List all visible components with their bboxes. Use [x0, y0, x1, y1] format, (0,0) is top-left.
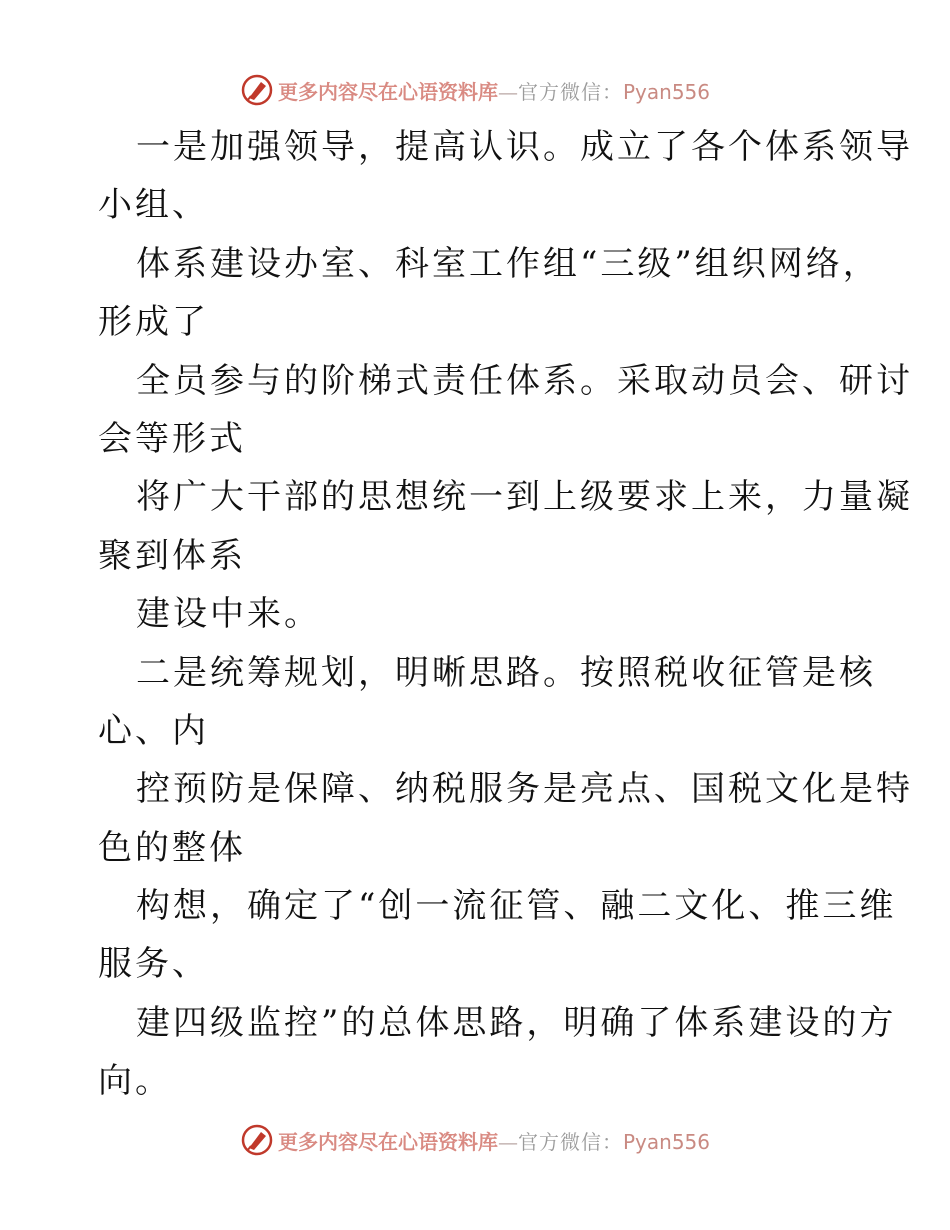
document-body [98, 118, 913, 1111]
body-line: 小组、 [98, 185, 209, 226]
header-separator: — [497, 79, 518, 104]
body-line: 体系建设办室、科室工作组“三级”组织网络， [136, 243, 880, 284]
header-text [278, 76, 710, 105]
footer-brand: 更多内容尽在心语资料库 [277, 1129, 498, 1154]
pen-nib-logo-icon [240, 1123, 274, 1157]
body-line: 心、内 [98, 710, 209, 751]
header-banner [0, 70, 950, 110]
header-brand: 更多内容尽在心语资料库 [277, 79, 498, 104]
footer-separator: — [497, 1129, 518, 1154]
header-label: 官方微信： [517, 79, 623, 104]
body-line: 建四级监控”的总体思路，明确了体系建设的方 [136, 1002, 897, 1043]
body-line: 会等形式 [98, 418, 246, 459]
pen-nib-logo-icon [240, 73, 274, 107]
body-line: 构想，确定了“创一流征管、融二文化、推三维 [136, 886, 897, 927]
footer-wechat-id: Pyan556 [622, 1129, 710, 1154]
body-line: 聚到体系 [98, 535, 246, 576]
footer-banner [0, 1120, 950, 1160]
body-line: 向。 [98, 1061, 172, 1102]
body-line: 全员参与的阶梯式责任体系。采取动员会、研讨 [136, 360, 913, 401]
header-wechat-id: Pyan556 [622, 79, 710, 104]
footer-text [278, 1126, 710, 1155]
body-line: 色的整体 [98, 827, 246, 868]
body-line: 控预防是保障、纳税服务是亮点、国税文化是特 [136, 769, 913, 810]
body-line: 将广大干部的思想统一到上级要求上来，力量凝 [136, 477, 913, 518]
body-line: 一是加强领导，提高认识。成立了各个体系领导 [136, 127, 913, 167]
body-line: 建设中来。 [136, 594, 321, 635]
body-line: 服务、 [98, 944, 209, 985]
body-line: 二是统筹规划，明晰思路。按照税收征管是核 [136, 652, 876, 693]
footer-label: 官方微信： [517, 1129, 623, 1154]
body-line: 形成了 [98, 302, 209, 343]
